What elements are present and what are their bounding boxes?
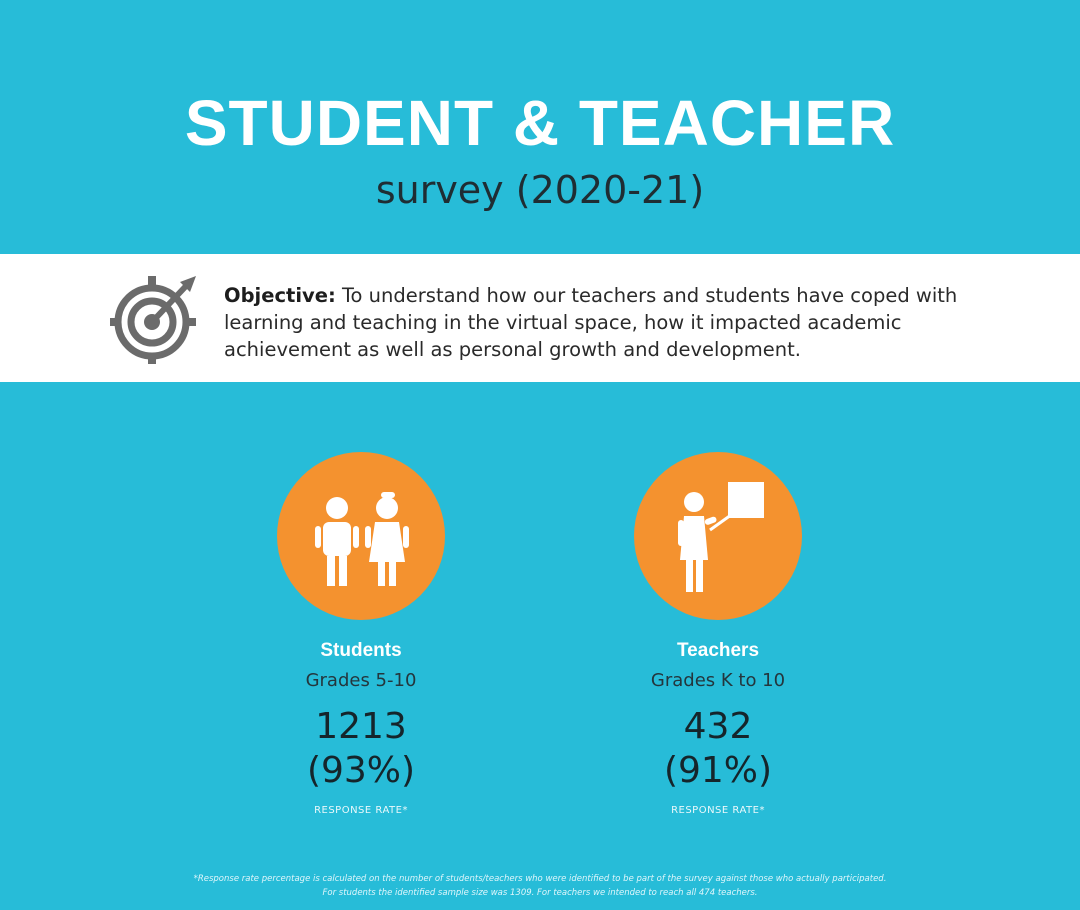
teacher-board-icon: [634, 452, 802, 620]
teachers-grades: Grades K to 10: [650, 670, 786, 691]
students-stat: [211, 452, 511, 816]
students-icon: [277, 452, 445, 620]
objective-band: [0, 254, 1080, 382]
students-label: Students: [320, 640, 402, 661]
students-rate-label: RESPONSE RATE*: [314, 805, 408, 816]
objective-body: To understand how our teachers and students have coped with learning and teaching in the virtual space, how it impacted academic achievement as well as personal growth and development.: [224, 284, 958, 361]
objective-text: [224, 282, 1004, 363]
students-grades: Grades 5-10: [305, 670, 417, 691]
students-circle: [277, 452, 445, 620]
header: [0, 0, 1080, 254]
target-arrow-icon: [110, 272, 202, 364]
page-subtitle: survey (2020-21): [375, 168, 705, 212]
footnote-line-1: *Response rate percentage is calculated on the number of students/teachers who were identified to be part of the survey against those who actually participated.: [193, 874, 887, 884]
footnote-line-2: For students the identified sample size was 1309. For teachers we intended to reach all 474 teachers.: [322, 888, 758, 898]
page-title: STUDENT & TEACHER: [184, 87, 896, 159]
objective-label: Objective:: [224, 284, 336, 307]
teachers-rate-label: RESPONSE RATE*: [671, 805, 765, 816]
teachers-label: Teachers: [676, 640, 760, 661]
teachers-percent: (91%): [663, 750, 773, 791]
teachers-count: 432: [683, 706, 753, 747]
teachers-stat: [568, 452, 868, 816]
students-percent: (93%): [306, 750, 416, 791]
teachers-circle: [634, 452, 802, 620]
students-count: 1213: [315, 706, 407, 747]
footnote: [60, 872, 1020, 900]
